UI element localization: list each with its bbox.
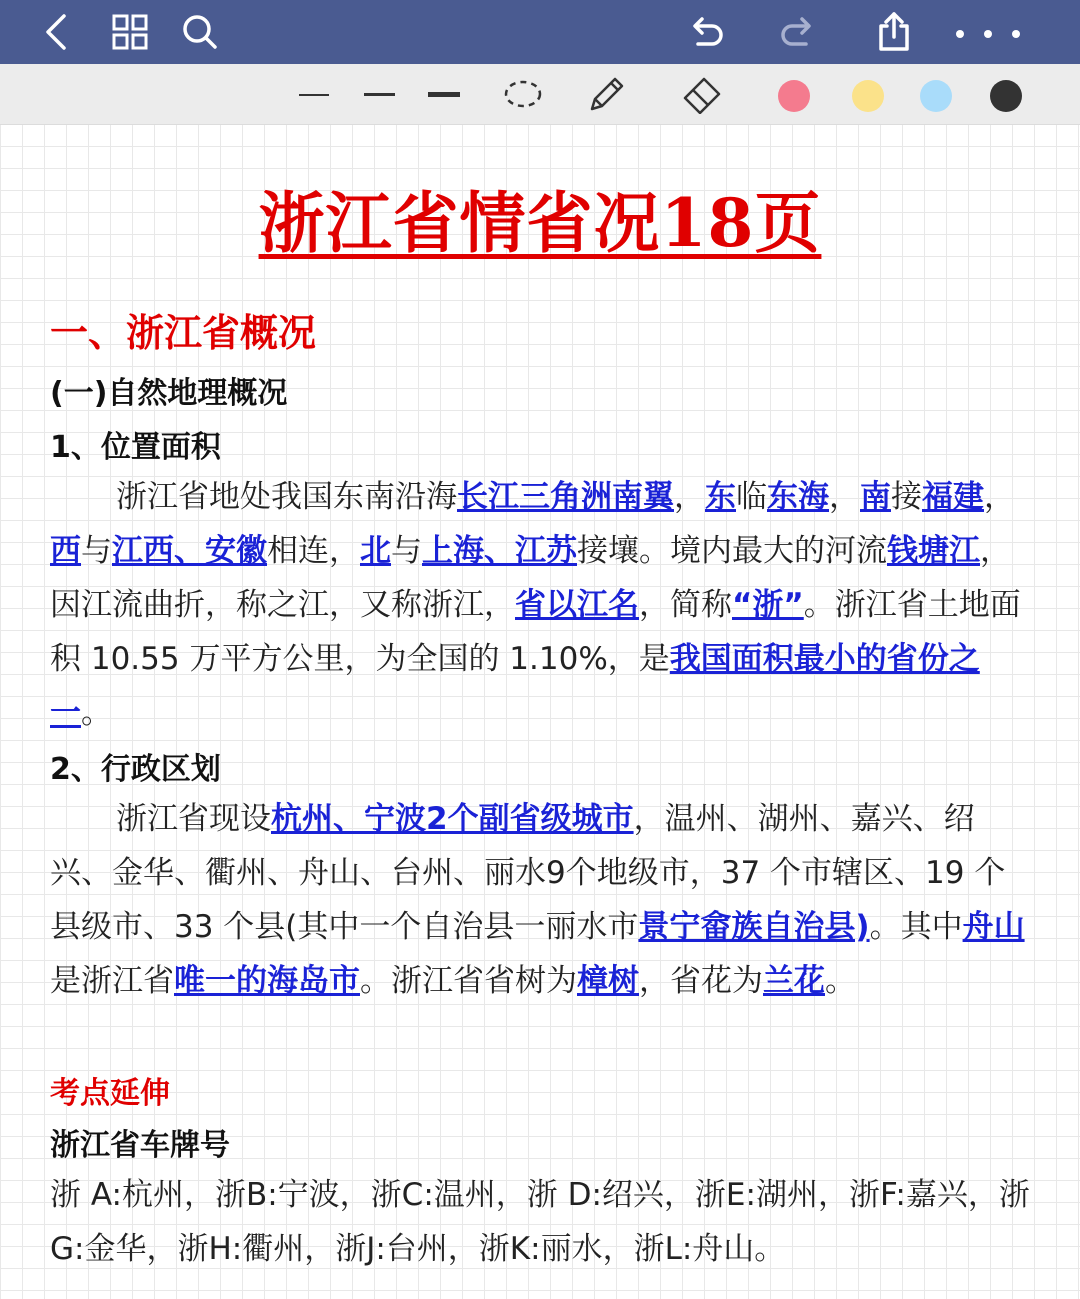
inline-link[interactable]: 福建 xyxy=(922,479,984,515)
inline-link[interactable]: 景宁畲族自治县) xyxy=(638,909,870,945)
paragraph-text: 相连， xyxy=(267,533,360,569)
paragraph-text: 与 xyxy=(81,533,112,569)
paragraph-text: 浙江省现设 xyxy=(116,801,271,837)
grid-icon[interactable] xyxy=(108,10,152,54)
search-icon[interactable] xyxy=(178,10,222,54)
paragraph-administrative-division xyxy=(50,792,1030,1008)
inline-link[interactable]: 舟山 xyxy=(962,909,1025,945)
inline-link[interactable]: 省以江名 xyxy=(515,587,639,623)
back-icon[interactable] xyxy=(36,10,80,54)
pencil-icon[interactable] xyxy=(586,74,628,114)
drawing-toolbar xyxy=(0,64,1080,125)
paragraph-text: 浙江省地处我国东南沿海 xyxy=(116,479,457,515)
inline-link[interactable]: 长江三角洲南翼 xyxy=(457,479,674,515)
paragraph-text: ， xyxy=(829,479,860,515)
paragraph-text: 。 xyxy=(825,963,856,999)
pen-thin-icon[interactable] xyxy=(296,74,332,114)
inline-link[interactable]: 东 xyxy=(705,479,736,515)
exam-extension-heading: 考点延伸 xyxy=(50,1076,170,1111)
inline-link[interactable]: 唯一的海岛市 xyxy=(174,963,360,999)
paragraph-text: ，省花为 xyxy=(639,963,763,999)
document-page xyxy=(0,124,1080,1299)
license-plate-paragraph: 浙 A:杭州，浙B:宁波，浙C:温州，浙 D:绍兴，浙E:湖州，浙F:嘉兴，浙G:金华，浙H:衢州，浙J:台州，浙K:丽水，浙L:舟山。 xyxy=(50,1177,1030,1267)
paragraph-text: ，因江流曲折，称之江，又称浙江， xyxy=(50,533,1011,623)
inline-link[interactable]: 南 xyxy=(860,479,891,515)
lasso-icon[interactable] xyxy=(502,74,544,114)
redo-icon[interactable] xyxy=(776,10,820,54)
paragraph-text: 。其中 xyxy=(869,909,963,945)
subsection-heading: (一)自然地理概况 xyxy=(50,376,288,411)
paragraph-text: 接 xyxy=(891,479,922,515)
color-swatch-yellow[interactable] xyxy=(852,80,884,112)
inline-link[interactable]: 兰花 xyxy=(763,963,825,999)
paragraph-text: 。浙江省省树为 xyxy=(360,963,577,999)
paragraph-text: 临 xyxy=(736,479,767,515)
heading-location-area: 1、位置面积 xyxy=(50,430,221,465)
license-plate-heading: 浙江省车牌号 xyxy=(50,1128,230,1163)
inline-link[interactable]: 杭州、宁波2个副省级城市 xyxy=(271,801,634,837)
paragraph-text: 。浙江省土地面积 10.55 万平方公里，为全国的 1.10%，是 xyxy=(50,587,1021,677)
app-bar xyxy=(0,0,1080,64)
share-icon[interactable] xyxy=(872,10,916,54)
color-swatch-pink[interactable] xyxy=(778,80,810,112)
document-title: 浙江省情省况18页 xyxy=(258,184,822,262)
paragraph-text: ， xyxy=(674,479,705,515)
section-heading: 一、浙江省概况 xyxy=(50,311,317,355)
inline-link[interactable]: 钱塘江 xyxy=(887,533,980,569)
paragraph-text: ，简称 xyxy=(639,587,732,623)
inline-link[interactable]: 东海 xyxy=(767,479,829,515)
color-swatch-black[interactable] xyxy=(990,80,1022,112)
undo-icon[interactable] xyxy=(684,10,728,54)
paragraph-text: 是浙江省 xyxy=(50,963,174,999)
paragraph-text: ，温州、湖州、嘉兴、绍兴、金华、衢州、舟山、台州、丽水9个地级市，37 个市辖区、19 个县级市、33 个县(其中一个自治县一丽水市 xyxy=(50,801,1006,945)
inline-link[interactable]: 我国面积最小的省份之一 xyxy=(50,641,980,731)
inline-link[interactable]: “浙” xyxy=(732,587,804,623)
inline-link[interactable]: 江西、安徽 xyxy=(112,533,267,569)
inline-link[interactable]: 樟树 xyxy=(577,963,639,999)
paragraph-text: 与 xyxy=(391,533,422,569)
paragraph-text: 接壤。境内最大的河流 xyxy=(577,533,887,569)
more-icon[interactable] xyxy=(952,10,1028,54)
paragraph-text: ， xyxy=(984,479,1015,515)
inline-link[interactable]: 北 xyxy=(360,533,391,569)
pen-medium-icon[interactable] xyxy=(362,74,398,114)
heading-administrative-division: 2、行政区划 xyxy=(50,752,221,787)
inline-link[interactable]: 西 xyxy=(50,533,81,569)
paragraph-text: 。 xyxy=(81,695,112,731)
inline-link[interactable]: 上海、江苏 xyxy=(422,533,577,569)
color-swatch-light-blue[interactable] xyxy=(920,80,952,112)
eraser-icon[interactable] xyxy=(680,74,724,114)
paragraph-location-area xyxy=(50,470,1030,740)
pen-thick-icon[interactable] xyxy=(426,74,462,114)
